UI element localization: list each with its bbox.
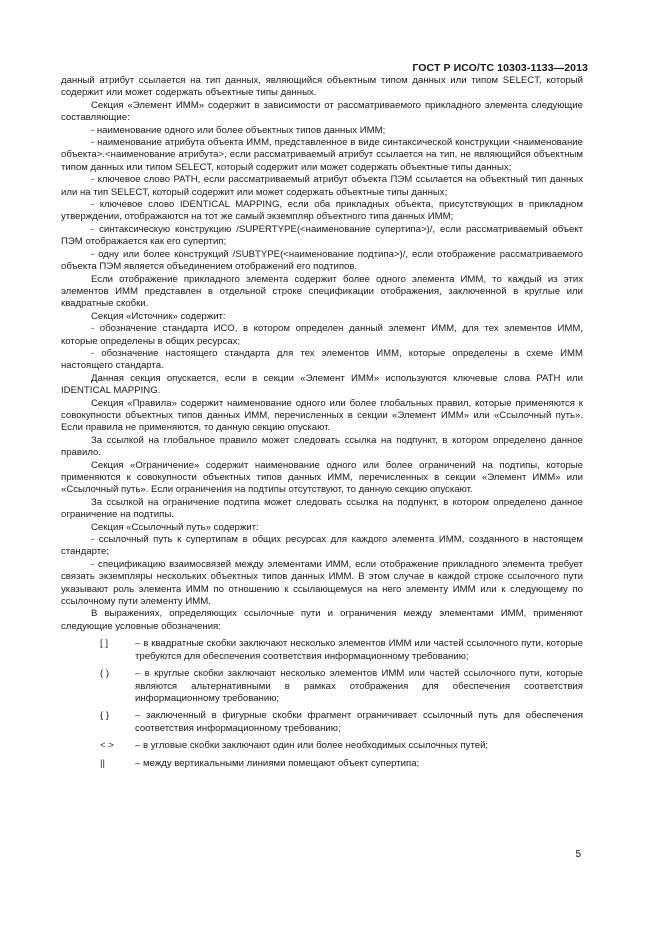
notation-symbol: < >: [100, 740, 114, 752]
notation-description: – в квадратные скобки заключают несколько элементов ИММ или частей ссылочного пути, которые требуются для обеспечения соответствия информационному требованию;: [135, 638, 583, 662]
notation-description: – между вертикальными линиями помещают объект супертипа;: [135, 757, 420, 769]
paragraph: - одну или более конструкций /SUBTYPE(<наименование подтипа>)/, если отображение рассматриваемого объекта ПЭМ является объединением отображений его подтипов.: [61, 248, 583, 273]
paragraph: Если отображение прикладного элемента содержит более одного элемента ИММ, то каждый из этих элементов ИММ представлен в отдельной строке спецификации отображения, заключенной в круглые или квадратные скобки.: [61, 273, 583, 310]
paragraph: - ключевое слово IDENTICAL MAPPING, если оба прикладных объекта, присутствующих в прикладном утверждении, отображаются на тот же самый экземпляр объектного типа данных ИММ;: [61, 199, 583, 223]
paragraph: данный атрибут ссылается на тип данных, являющийся объектным типом данных или типом SELECT, который содержит или может содержать объектные типы данных.: [61, 75, 583, 99]
standard-header: ГОСТ Р ИСО/ТС 10303-1133—2013: [412, 62, 588, 74]
notation-item: [61, 758, 583, 770]
paragraph: - синтаксическую конструкцию /SUPERTYPE(<наименование супертипа>)/, если рассматриваемый объект ПЭМ отображается как его супертип;: [61, 223, 583, 248]
paragraph: - обозначение стандарта ИСО, в котором определен данный элемент ИММ, для тех элементов ИММ, которые определены в общих ресурсах;: [61, 323, 583, 347]
notation-item: [61, 740, 583, 752]
paragraph: Секция «Ограничение» содержит наименование одного или более ограничений на подтипы, которые применяются к совокупности объектных типов данных ИММ, перечисленных в секции «Элемент ИММ» или «Ссылочный путь». Если ограничения на подтипы отсутствуют, то данную секцию опускают.: [61, 459, 583, 496]
notation-symbol: [ ]: [100, 638, 108, 650]
paragraph: Секция «Правила» содержит наименование одного или более глобальных правил, которые применяются к совокупности объектных типов данных ИММ, перечисленных в секции «Элемент ИММ» или «Ссылочный путь». Если правила не применяются, то данную секцию опускают.: [61, 397, 583, 434]
notation-description: – в угловые скобки заключают один или более необходимых ссылочных путей;: [135, 740, 489, 752]
paragraph: - спецификацию взаимосвязей между элементами ИММ, если отображение прикладного элемента требует связать экземпляры нескольких объектных типов данных ИММ. В этом случае в каждой строке ссылочного пути указывают роль элемента ИММ по отношению к ссылающемуся на него элементу ИММ или к следующему по ссылочному пути элементу ИММ.: [61, 558, 583, 608]
notation-item: [61, 638, 583, 663]
notation-list: [61, 638, 583, 770]
paragraph: - ключевое слово PATH, если рассматриваемый атрибут объекта ПЭМ ссылается на объектный тип данных или на тип SELECT, который содержит или может содержать объектные типы данных;: [61, 174, 583, 198]
body-text: [61, 75, 583, 775]
paragraph: За ссылкой на ограничение подтипа может следовать ссылка на подпункт, в котором определено данное ограничение на подтипы.: [61, 496, 583, 521]
paragraph: Секция «Элемент ИММ» содержит в зависимости от рассматриваемого прикладного элемента следующие составляющие:: [61, 99, 583, 124]
paragraph: Секция «Источник» содержит:: [91, 310, 226, 322]
paragraph-list: [61, 75, 583, 633]
page-number: 5: [575, 849, 581, 860]
paragraph: Секция «Ссылочный путь» содержит:: [91, 521, 259, 533]
paragraph: За ссылкой на глобальное правило может следовать ссылка на подпункт, в котором определено данное правило.: [61, 434, 583, 459]
paragraph: Данная секция опускается, если в секции «Элемент ИММ» используются ключевые слова PATH или IDENTICAL MAPPING.: [61, 372, 583, 397]
paragraph: - ссылочный путь к супертипам в общих ресурсах для каждого элемента ИММ, созданного в настоящем стандарте;: [61, 534, 583, 558]
notation-description: – в круглые скобки заключают несколько элементов ИММ или частей ссылочного пути, которые являются альтернативными в рамках отображения для обеспечения соответствия информационному требованию;: [135, 668, 583, 704]
notation-symbol: ||: [100, 757, 105, 769]
notation-symbol: ( ): [100, 668, 110, 680]
paragraph: - наименование атрибута объекта ИММ, представленное в виде синтаксической конструкции <наименование объекта>.<наименование атрибута>, если рассматриваемый атрибут ссылается на тип, не являющийся объектным типом данных или типом SELECT, который содержит или может содержать объектные типы данных;: [61, 137, 583, 173]
notation-item: [61, 710, 583, 735]
notation-description: – заключенный в фигурные скобки фрагмент ограничивает ссылочный путь для обеспечения соответствия информационному требованию;: [135, 710, 583, 734]
paragraph: В выражениях, определяющих ссылочные пути и ограничения между элементами ИММ, применяют следующие условные обозначения:: [61, 608, 583, 632]
notation-symbol: { }: [100, 710, 110, 722]
paragraph: - наименование одного или более объектных типов данных ИММ;: [91, 124, 386, 136]
notation-item: [61, 668, 583, 705]
paragraph: - обозначение настоящего стандарта для тех элементов ИММ, которые определены в схеме ИММ настоящего стандарта.: [61, 347, 583, 372]
